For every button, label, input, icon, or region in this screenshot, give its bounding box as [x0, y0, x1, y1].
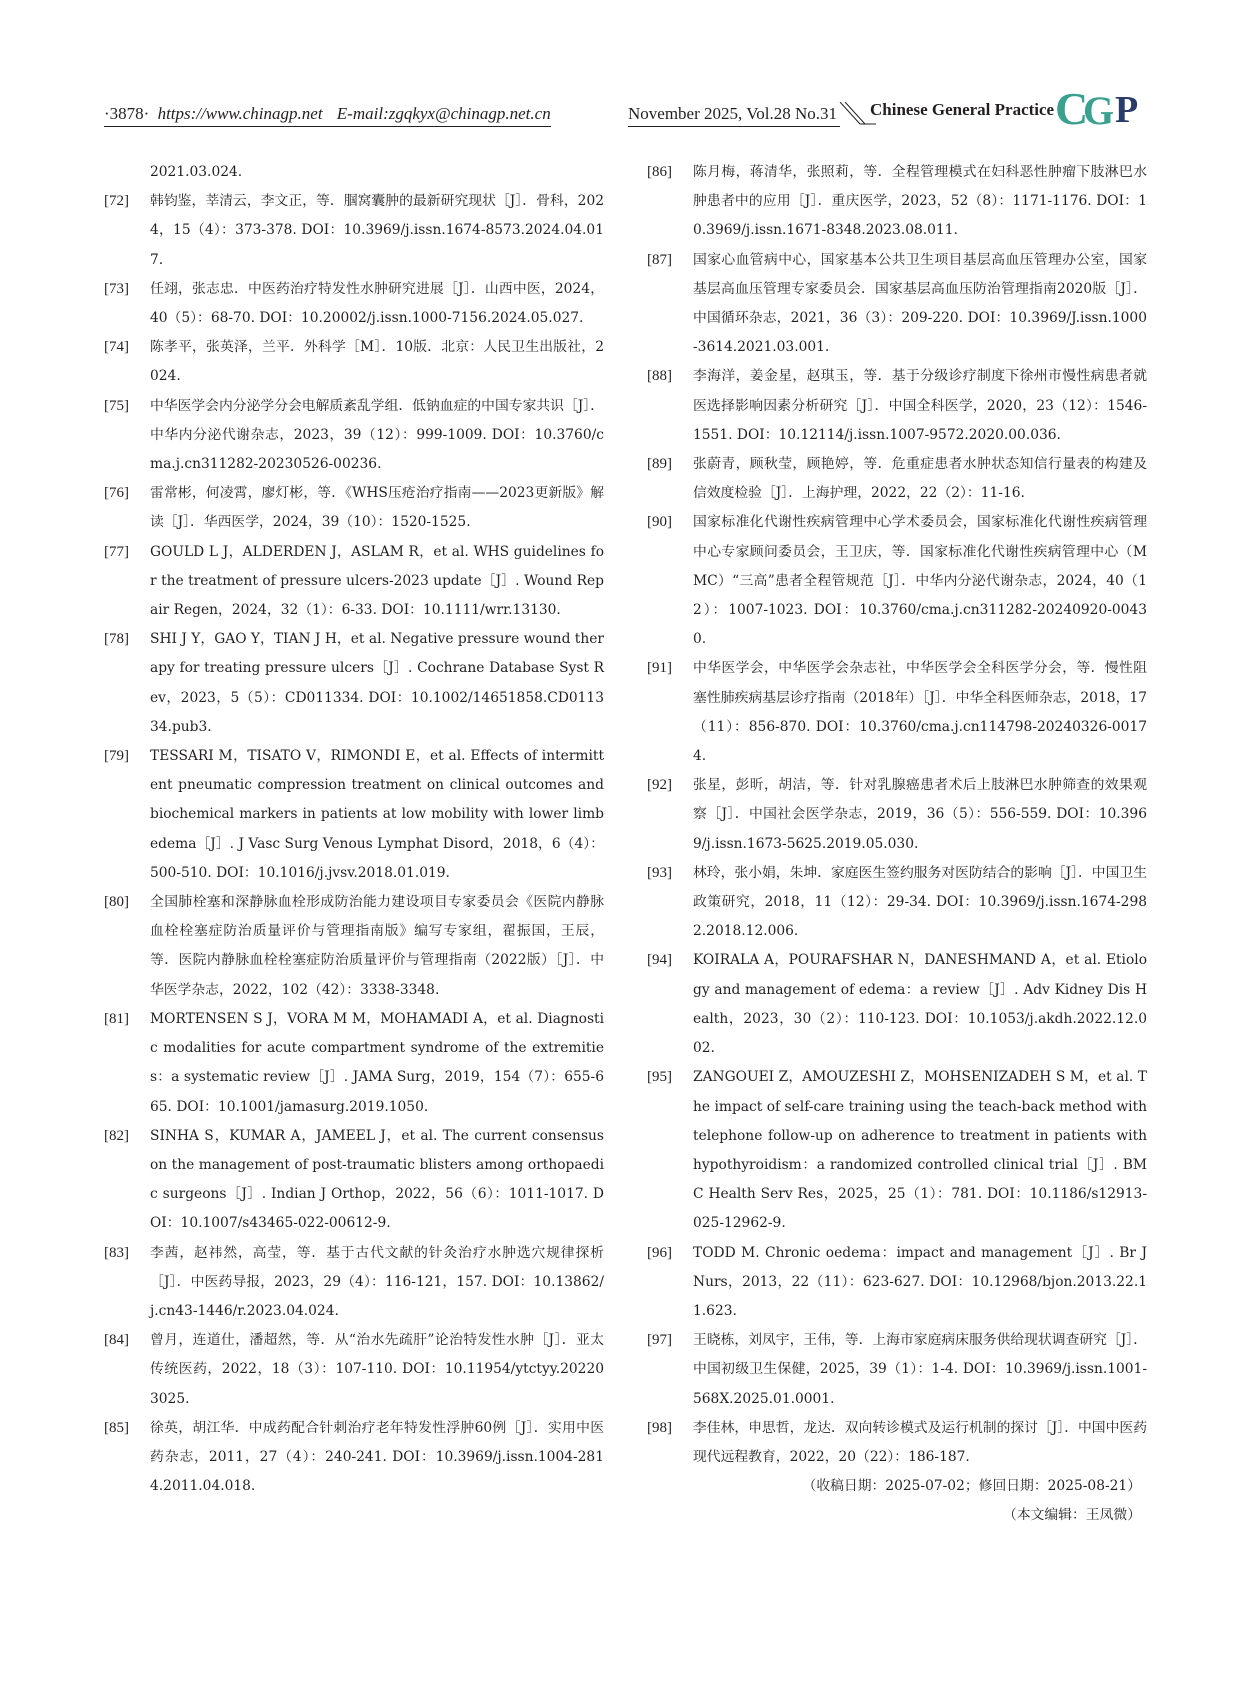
- reference-item: [104, 1326, 604, 1414]
- reference-text: 任翊，张志忠．中医药治疗特发性水肿研究进展［J］．山西中医，2024，40（5）：68-70. DOI：10.20002/j.issn.1000-7156.2024.05.027.: [150, 280, 604, 327]
- reference-text: 全国肺栓塞和深静脉血栓形成防治能力建设项目专家委员会《医院内静脉血栓栓塞症防治质量评价与管理指南版》编写专家组，翟振国，王辰，等．医院内静脉血栓栓塞症防治质量评价与管理指南（2022版）［J］．中华医学杂志，2022，102（42）：3338-3348.: [150, 894, 604, 998]
- reference-text: 王晓栋，刘凤宇，王伟，等．上海市家庭病床服务供给现状调查研究［J］．中国初级卫生保健，2025，39（1）：1-4. DOI：10.3969/j.issn.1001-568X.2025.01.0001.: [693, 1332, 1147, 1407]
- journal-url-link[interactable]: https://www.chinagp.net: [157, 104, 323, 123]
- reference-text: 国家心血管病中心，国家基本公共卫生项目基层高血压管理办公室，国家基层高血压管理专家委员会．国家基层高血压防治管理指南2020版［J］．中国循环杂志，2021，36（3）：209-220. DOI：10.3969/J.issn.1000-3614.2021.03.001.: [693, 251, 1147, 356]
- journal-name: Chinese General Practice: [870, 100, 1055, 119]
- reference-text: SHI J Y，GAO Y，TIAN J H，et al. Negative pressure wound therapy for treating pressure ulcers［J］. Cochrane Database Syst Rev，2023，5（5）：CD011334. DOI：10.1002/14651858.CD011334.pub3.: [150, 631, 604, 735]
- reference-text: 中华医学会内分泌学分会电解质紊乱学组．低钠血症的中国专家共识［J］．中华内分泌代谢杂志，2023，39（12）：999-1009. DOI：10.3760/cma.j.cn311282-20230526-00236.: [150, 397, 604, 473]
- reference-item: [647, 508, 1147, 654]
- reference-item: [647, 362, 1147, 450]
- reference-item: [647, 1414, 1147, 1472]
- reference-text: 陈孝平，张英泽，兰平．外科学［M］．10版．北京：人民卫生出版社，2024.: [150, 339, 604, 385]
- reference-text: 陈月梅，蒋清华，张照莉，等．全程管理模式在妇科恶性肿瘤下肢淋巴水肿患者中的应用［J］．重庆医学，2023，52（8）：1171-1176. DOI：10.3969/j.issn.1671-8348.2023.08.011.: [693, 164, 1147, 239]
- reference-item: [104, 625, 604, 742]
- reference-number: [79]: [104, 748, 129, 765]
- reference-item: [104, 742, 604, 888]
- reference-text: ZANGOUEI Z，AMOUZESHI Z，MOHSENIZADEH S M，et al. The impact of self-care training using the teach-back method with telephone follow-up on adherence to treatment in patients with hypothyroidism：a randomized controlled clinical trial［J］. BMC Health Serv Res，2025，25（1）：781. DOI：10.1186/s12913-025-12962-9.: [693, 1069, 1147, 1232]
- reference-number: [80]: [104, 894, 129, 911]
- reference-item: [104, 1005, 604, 1122]
- reference-number: [90]: [647, 514, 672, 531]
- page-number: ·3878·: [104, 104, 150, 123]
- reference-item: [647, 1239, 1147, 1327]
- left-reference-column: [104, 158, 604, 1501]
- reference-number: [85]: [104, 1419, 129, 1436]
- reference-number: [89]: [647, 456, 672, 473]
- reference-item: [104, 888, 604, 1005]
- reference-text: 韩钧鉴，莘清云，李文正，等．腘窝囊肿的最新研究现状［J］．骨科，2024，15（4）：373-378. DOI：10.3969/j.issn.1674-8573.2024.04.017.: [150, 193, 604, 268]
- reference-text: GOULD L J，ALDERDEN J，ASLAM R，et al. WHS guidelines for the treatment of pressure ulcers-2023 update［J］. Wound Repair Regen，2024，32（1）：6-33. DOI：10.1111/wrr.13130.: [150, 543, 604, 619]
- reference-text: 国家标准化代谢性疾病管理中心学术委员会，国家标准化代谢性疾病管理中心专家顾问委员会，王卫庆，等．国家标准化代谢性疾病管理中心（MMC）“三高”患者全程管规范［J］．中华内分泌代谢杂志，2024，40（12）：1007-1023. DOI：10.3760/cma.j.cn311282-20240920-00430.: [693, 514, 1147, 648]
- reference-number: [94]: [647, 952, 672, 969]
- reference-text: 林玲，张小娟，朱坤．家庭医生签约服务对医防结合的影响［J］．中国卫生政策研究，2018，11（12）：29-34. DOI：10.3969/j.issn.1674-2982.2018.12.006.: [693, 864, 1147, 940]
- svg-text:C: C: [1055, 86, 1089, 130]
- reference-number: [97]: [647, 1332, 672, 1349]
- reference-item: [104, 1122, 604, 1239]
- reference-number: [76]: [104, 485, 129, 502]
- page-header: [0, 0, 1247, 140]
- header-left: [104, 104, 551, 127]
- reference-text: KOIRALA A，POURAFSHAR N，DANESHMAND A，et al. Etiology and management of edema：a review［J］. Adv Kidney Dis Health，2023，30（2）：110-123. DOI：10.1053/j.akdh.2022.12.002.: [693, 952, 1147, 1057]
- reference-number: [73]: [104, 280, 129, 297]
- reference-item: [647, 654, 1147, 771]
- reference-number: [86]: [647, 164, 672, 180]
- reference-item: [104, 392, 604, 480]
- reference-item: [647, 450, 1147, 508]
- reference-text: 徐英，胡江华．中成药配合针刺治疗老年特发性浮肿60例［J］．实用中医药杂志，2011，27（4）：240-241. DOI：10.3969/j.issn.1004-2814.2011.04.018.: [150, 1419, 604, 1495]
- reference-text: 中华医学会，中华医学会杂志社，中华医学会全科医学分会，等．慢性阻塞性肺疾病基层诊疗指南（2018年）［J］．中华全科医师杂志，2018，17（11）：856-870. DOI：10.3760/cma.j.cn114798-20240326-00174.: [693, 660, 1147, 765]
- reference-item: [647, 1063, 1147, 1238]
- reference-text: 李佳林，申思哲，龙达．双向转诊模式及运行机制的探讨［J］．中国中医药现代远程教育，2022，20（22）：186-187.: [693, 1419, 1147, 1465]
- reference-item: [104, 1239, 604, 1327]
- reference-number: [84]: [104, 1332, 129, 1349]
- reference-number: [72]: [104, 193, 129, 210]
- reference-number: [88]: [647, 368, 672, 385]
- reference-number: [78]: [104, 631, 129, 648]
- reference-number: [87]: [647, 251, 672, 268]
- reference-number: [82]: [104, 1127, 129, 1144]
- reference-number: [91]: [647, 660, 672, 677]
- reference-text: TESSARI M，TISATO V，RIMONDI E，et al. Effects of intermittent pneumatic compression treatment on clinical outcomes and biochemical markers in patients at low mobility with lower limb edema［J］. J Vasc Surg Venous Lymphat Disord，2018，6（4）：500-510. DOI：10.1016/j.jvsv.2018.01.019.: [150, 748, 604, 881]
- reference-item: [647, 946, 1147, 1063]
- reference-text: 张星，彭昕，胡洁，等．针对乳腺癌患者术后上肢淋巴水肿筛查的效果观察［J］．中国社会医学杂志，2019，36（5）：556-559. DOI：10.3969/j.issn.1673-5625.2019.05.030.: [693, 777, 1147, 852]
- reference-item: [647, 859, 1147, 947]
- reference-number: [83]: [104, 1244, 129, 1261]
- reference-number: [93]: [647, 864, 672, 881]
- reference-item: [647, 246, 1147, 363]
- reference-text: 张蔚青，顾秋莹，顾艳婷，等．危重症患者水肿状态知信行量表的构建及信效度检验［J］．上海护理，2022，22（2）：11-16.: [693, 456, 1147, 502]
- right-reference-column: [647, 158, 1147, 1531]
- reference-text: 李海洋，姜金星，赵琪玉，等．基于分级诊疗制度下徐州市慢性病患者就医选择影响因素分析研究［J］．中国全科医学，2020，23（12）：1546-1551. DOI：10.12114/j.issn.1007-9572.2020.00.036.: [693, 368, 1147, 443]
- reference-text: 曾月，连道仕，潘超然，等．从“治水先疏肝”论治特发性水肿［J］．亚太传统医药，2022，18（3）：107-110. DOI：10.11954/ytctyy.202203025.: [150, 1332, 604, 1407]
- issue-info: November 2025, Vol.28 No.31: [628, 104, 840, 127]
- reference-continuation: 2021.03.024.: [150, 164, 243, 180]
- received-dates: （收稿日期：2025-07-02；修回日期：2025-08-21）: [802, 1478, 1141, 1495]
- reference-item: [647, 771, 1147, 859]
- reference-item: [647, 158, 1147, 246]
- journal-email-link[interactable]: E-mail:zgqkyx@chinagp.net.cn: [336, 104, 551, 123]
- svg-text:G: G: [1083, 88, 1115, 130]
- editor-note: （本文编辑：王凤微）: [1003, 1507, 1141, 1524]
- reference-item: [104, 187, 604, 275]
- reference-item: [104, 275, 604, 333]
- reference-number: [92]: [647, 777, 672, 794]
- reference-number: [96]: [647, 1244, 672, 1261]
- reference-text: TODD M. Chronic oedema：impact and management［J］. Br J Nurs，2013，22（11）：623-627. DOI：10.12968/bjon.2013.22.11.623.: [693, 1244, 1147, 1319]
- reference-item: [104, 1414, 604, 1502]
- reference-number: [81]: [104, 1010, 129, 1027]
- reference-item: [104, 479, 604, 537]
- reference-item: [104, 333, 604, 391]
- reference-text: SINHA S，KUMAR A，JAMEEL J，et al. The current consensus on the management of post-traumatic blisters among orthopaedic surgeons［J］. Indian J Orthop，2022，56（6）：1011-1017. DOI：10.1007/s43465-022-00612-9.: [150, 1127, 604, 1232]
- reference-text: MORTENSEN S J，VORA M M，MOHAMADI A，et al. Diagnostic modalities for acute compartment syndrome of the extremities：a systematic review［J］. JAMA Surg，2019，154（7）：655-665. DOI：10.1001/jamasurg.2019.1050.: [150, 1010, 604, 1115]
- reference-text: 李茜，赵祎然，高莹，等．基于古代文献的针灸治疗水肿选穴规律探析［J］．中医药导报，2023，29（4）：116-121，157. DOI：10.13862/j.cn43-1446/r.2023.04.024.: [150, 1244, 604, 1319]
- cgp-logo-icon: [1055, 86, 1161, 130]
- svg-text:P: P: [1115, 89, 1139, 130]
- reference-number: [74]: [104, 339, 129, 356]
- reference-number: [77]: [104, 543, 129, 560]
- reference-number: [98]: [647, 1419, 672, 1436]
- reference-number: [95]: [647, 1069, 672, 1086]
- reference-text: 雷常彬，何凌霄，廖灯彬，等．《WHS压疮治疗指南——2023更新版》解读［J］．华西医学，2024，39（10）：1520-1525.: [150, 485, 604, 531]
- reference-item: [647, 1326, 1147, 1414]
- reference-number: [75]: [104, 397, 129, 414]
- reference-item: [104, 538, 604, 626]
